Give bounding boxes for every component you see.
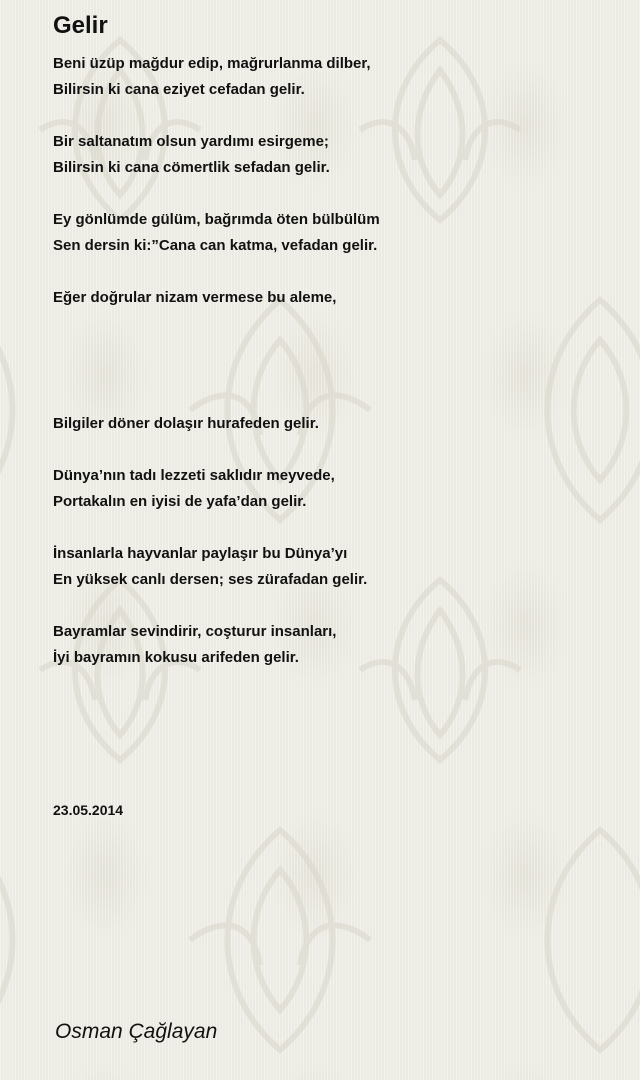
poem-line: Beni üzüp mağdur edip, mağrurlanma dilber, — [53, 55, 371, 72]
poem-line: Bayramlar sevindirir, coşturur insanları, — [53, 623, 337, 640]
poem-line: Sen dersin ki:”Cana can katma, vefadan gelir. — [53, 237, 378, 254]
poem-line: İnsanlarla hayvanlar paylaşır bu Dünya’yı — [53, 545, 348, 562]
poem-line: Bilirsin ki cana cömertlik sefadan gelir. — [53, 159, 330, 176]
poem-line: Bir saltanatım olsun yardımı esirgeme; — [53, 133, 329, 150]
poem-line: Ey gönlümde gülüm, bağrımda öten bülbülüm — [53, 211, 380, 228]
poem-date: 23.05.2014 — [53, 802, 124, 818]
poem-line: Dünya’nın tadı lezzeti saklıdır meyvede, — [53, 467, 335, 484]
poem-line: Bilirsin ki cana eziyet cefadan gelir. — [53, 81, 305, 98]
poem-line: Bilgiler döner dolaşır hurafeden gelir. — [53, 415, 319, 432]
poem-line: En yüksek canlı dersen; ses zürafadan gelir. — [53, 571, 368, 588]
poem-line: Portakalın en iyisi de yafa’dan gelir. — [53, 493, 307, 510]
poem-line: Eğer doğrular nizam vermese bu aleme, — [53, 289, 337, 306]
poem-author: Osman Çağlayan — [55, 1020, 218, 1043]
poem-title: Gelir — [53, 12, 108, 39]
poem-line: İyi bayramın kokusu arifeden gelir. — [53, 649, 299, 666]
